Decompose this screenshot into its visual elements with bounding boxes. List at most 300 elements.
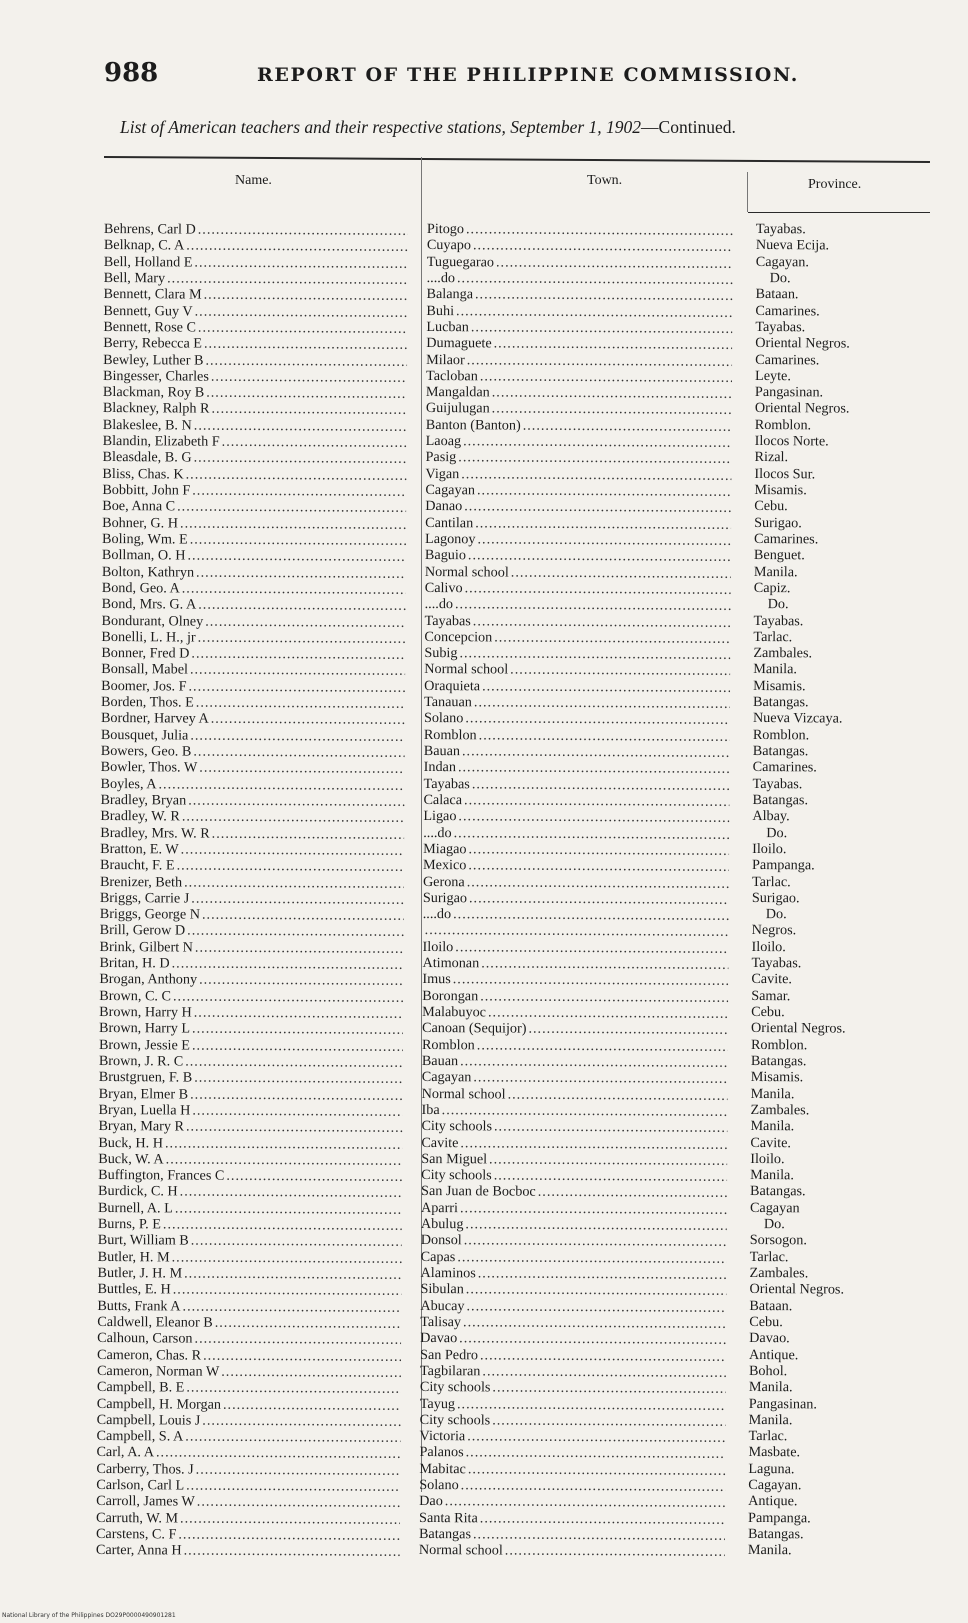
town-cell-text: Milaor (426, 351, 465, 368)
province-cell (750, 1216, 920, 1233)
province-cell (755, 384, 925, 401)
dot-leader (466, 1445, 726, 1463)
dot-leader (196, 695, 405, 713)
dot-leader (478, 1265, 727, 1283)
province-cell-text: Manila. (750, 1118, 795, 1135)
dot-leader (212, 825, 405, 842)
town-cell-text: Normal school (421, 1085, 506, 1103)
province-cell (753, 678, 923, 695)
town-cell (426, 384, 732, 402)
dot-leader (467, 1428, 725, 1446)
dot-leader (460, 1200, 727, 1218)
dot-leader (158, 776, 404, 794)
name-cell (96, 1493, 400, 1511)
name-cell-text: Burns, P. E (97, 1216, 161, 1233)
province-cell (751, 1069, 921, 1086)
province-cell (753, 710, 923, 727)
name-cell (97, 1379, 401, 1397)
province-cell-text: Tayabas. (755, 221, 806, 238)
province-cell (752, 857, 922, 874)
name-cell-text: Bondurant, Olney (101, 612, 204, 630)
name-cell-text: Brustgruen, F. B (98, 1069, 193, 1086)
dot-leader (196, 564, 406, 582)
province-cell-text: Surigao. (751, 889, 800, 907)
province-cell-text: Nueva Ecija. (755, 237, 830, 254)
province-cell-text: Batangas. (753, 694, 809, 711)
name-cell-text: Boling, Wm. E (102, 530, 188, 548)
province-cell (753, 743, 923, 760)
name-cell-text: Bonner, Fred D (101, 645, 190, 662)
name-cell-text: Briggs, George N (99, 906, 201, 923)
dot-leader (464, 792, 730, 810)
dot-leader (461, 1477, 726, 1495)
town-cell (425, 580, 731, 598)
province-cell (756, 254, 926, 271)
town-cell-text: Imus (422, 971, 451, 988)
province-cell-text: Batangas. (752, 742, 809, 760)
town-cell (426, 417, 732, 435)
dot-leader (479, 727, 730, 745)
name-cell (96, 1542, 400, 1560)
province-cell (753, 629, 923, 646)
dot-leader (465, 711, 730, 729)
town-cell-text: Calaca (423, 791, 463, 809)
town-cell-text: Borongan (422, 987, 479, 1005)
province-cell (755, 335, 925, 352)
town-cell (424, 678, 730, 696)
dot-leader (457, 1396, 726, 1414)
province-cell (752, 939, 922, 956)
name-cell-text: Caldwell, Eleanor B (97, 1313, 213, 1331)
province-cell (754, 547, 924, 564)
dot-leader (182, 809, 405, 827)
province-cell (754, 498, 924, 515)
dot-leader (198, 319, 407, 337)
dot-leader (469, 890, 729, 908)
name-cell-text: Bobbitt, John F (102, 481, 191, 499)
dot-leader (474, 694, 730, 712)
province-cell-text: Do. (763, 1216, 785, 1233)
town-cell-text: City schools (421, 1167, 492, 1184)
name-cell-text: Brown, Jessie E (98, 1036, 191, 1054)
name-cell-text: Carstens, C. F (95, 1525, 177, 1543)
town-cell (422, 1004, 728, 1022)
name-cell (101, 759, 405, 777)
name-cell-text: Britan, H. D (99, 955, 170, 972)
dot-leader (204, 336, 407, 354)
town-cell (420, 1281, 726, 1299)
province-cell-text: Surigao. (754, 514, 802, 531)
dot-leader (489, 1151, 727, 1169)
dot-leader (198, 597, 405, 615)
name-cell (104, 286, 408, 304)
province-cell-text: Pampanga. (752, 857, 815, 874)
province-cell-text: Camarines. (755, 302, 820, 319)
town-cell-text: Tuguegarao (426, 253, 495, 271)
province-cell-text: Manila. (750, 1085, 795, 1102)
province-cell-text: Manila. (753, 563, 798, 580)
name-cell-text: Bell, Mary (103, 269, 166, 287)
town-cell-text: Santa Rita (419, 1509, 478, 1527)
province-cell-text: Cagayan. (748, 1477, 802, 1494)
town-cell-text: Lagonoy (425, 530, 476, 548)
name-cell (98, 1232, 402, 1250)
dot-leader (215, 1315, 402, 1332)
town-cell-text: Malabuyoc (422, 1003, 487, 1021)
dot-leader (523, 417, 732, 435)
province-cell-text: Zambales. (749, 1264, 809, 1282)
town-cell-text: Balanga (426, 286, 474, 303)
town-cell (420, 1428, 726, 1446)
town-cell-text: Cagayan (425, 481, 476, 499)
dot-leader (177, 858, 405, 876)
province-cell (755, 417, 925, 434)
province-cell (749, 1347, 919, 1364)
town-cell (423, 922, 729, 940)
dot-leader (211, 711, 405, 728)
dot-leader (191, 1233, 402, 1251)
town-cell-text: Romblon (421, 1036, 475, 1053)
province-cell (751, 1020, 921, 1037)
name-cell-text: Bond, Geo. A (101, 579, 180, 597)
name-cell-text: Butler, J. H. M (97, 1264, 183, 1282)
dot-leader (538, 1184, 727, 1201)
name-cell (102, 596, 406, 614)
town-cell-text: Miagao (423, 840, 467, 858)
name-cell (97, 1298, 401, 1316)
town-cell-text: Normal school (424, 661, 509, 678)
dot-leader (184, 874, 404, 892)
town-cell (420, 1330, 726, 1348)
dot-leader (198, 629, 406, 647)
dot-leader (177, 499, 406, 517)
dot-leader (461, 466, 731, 484)
dot-leader (494, 1119, 728, 1137)
province-cell (750, 1200, 920, 1217)
name-cell-text: Borden, Thos. E (101, 694, 194, 711)
town-cell (421, 1134, 727, 1152)
town-cell (422, 988, 728, 1006)
town-cell (421, 1183, 727, 1201)
town-cell (424, 759, 730, 777)
town-cell (425, 531, 731, 549)
province-cell (753, 759, 923, 776)
town-cell (422, 1037, 728, 1055)
town-column (419, 221, 733, 1560)
town-cell (421, 1200, 727, 1218)
name-cell-text: Brown, Harry H (99, 1003, 192, 1021)
town-cell (423, 825, 729, 843)
name-cell-text: Bryan, Elmer B (98, 1085, 189, 1103)
town-cell (419, 1510, 725, 1528)
province-cell (749, 1428, 919, 1445)
name-cell-text: Bordner, Harvey A (100, 710, 209, 728)
province-cell (753, 694, 923, 711)
dot-leader (468, 841, 729, 859)
name-cell-text: Brown, C. C (99, 987, 172, 1005)
name-column (96, 221, 408, 1560)
dot-leader (459, 645, 730, 663)
dot-leader (186, 1119, 403, 1137)
town-cell-text: Baguio (424, 547, 466, 564)
town-cell-text: Pitogo (426, 221, 465, 238)
name-cell (97, 1412, 401, 1430)
town-cell (426, 319, 732, 337)
town-cell (425, 612, 731, 630)
name-cell-text: Bond, Mrs. G. A (101, 596, 197, 613)
town-cell (425, 596, 731, 614)
dot-leader (226, 1168, 402, 1185)
name-cell-text: Bradley, Bryan (100, 791, 187, 809)
province-cell (755, 449, 925, 466)
dot-leader (194, 1005, 404, 1023)
province-cell (751, 955, 921, 972)
name-cell-text: Bowler, Thos. W (100, 759, 198, 776)
dot-leader (193, 744, 404, 762)
province-cell-text: Misamis. (750, 1069, 804, 1086)
province-cell-text: Tayabas. (755, 318, 806, 336)
dot-leader (194, 1070, 403, 1088)
name-cell (99, 1020, 403, 1038)
dot-leader (204, 287, 408, 305)
name-cell (102, 547, 406, 565)
name-cell-text: Bennett, Clara M (103, 286, 202, 303)
dot-leader (205, 613, 405, 631)
name-cell (97, 1428, 401, 1446)
town-cell-text: ....do (426, 269, 456, 287)
dot-leader (473, 238, 733, 256)
province-cell (751, 1053, 921, 1070)
dot-leader (473, 1070, 727, 1088)
dot-leader (466, 221, 733, 239)
dot-leader (511, 564, 731, 582)
province-cell (751, 971, 921, 988)
name-cell (103, 303, 407, 321)
town-cell-text: Vigan (425, 465, 460, 482)
dot-leader (180, 515, 406, 533)
town-cell-text: Romblon (423, 726, 477, 744)
town-cell (419, 1526, 725, 1544)
province-cell-text: Samar. (751, 987, 791, 1004)
name-cell-text: Bell, Holland E (103, 253, 193, 271)
town-cell-text: Abulug (420, 1216, 464, 1233)
dot-leader (203, 1347, 401, 1365)
name-cell (96, 1461, 400, 1479)
town-cell (421, 1167, 727, 1185)
province-cell-text: Camarines. (754, 530, 819, 548)
name-cell-text: Buck, H. H (98, 1134, 164, 1151)
name-cell (99, 988, 403, 1006)
province-cell-text: Iloilo. (752, 840, 787, 858)
name-cell-text: Bryan, Mary R (98, 1118, 185, 1135)
name-cell (100, 825, 404, 843)
town-cell-text: Canoan (Sequijor) (422, 1020, 527, 1037)
dot-leader (188, 678, 405, 696)
town-cell (422, 1102, 728, 1120)
name-cell (102, 612, 406, 630)
province-cell (753, 661, 923, 678)
name-cell-text: Campbell, H. Morgan (96, 1395, 222, 1413)
province-cell-text: Do. (767, 596, 789, 613)
dot-leader (173, 988, 403, 1006)
province-cell (749, 1412, 919, 1429)
province-cell-text: Zambales. (753, 645, 813, 662)
province-cell (753, 727, 923, 744)
dot-leader (425, 922, 729, 940)
town-cell-text: Bauan (423, 742, 461, 760)
province-cell (753, 776, 923, 793)
province-cell-text: Sorsogon. (749, 1232, 807, 1249)
name-cell (99, 1069, 403, 1087)
province-cell (751, 1086, 921, 1103)
town-cell (422, 1053, 728, 1071)
name-cell (98, 1265, 402, 1283)
dot-leader (508, 1086, 728, 1104)
dot-leader (473, 613, 731, 631)
town-cell-text: Tacloban (426, 367, 478, 385)
province-cell (748, 1444, 918, 1461)
town-cell-text: San Miguel (421, 1150, 488, 1168)
dot-leader (195, 303, 408, 321)
dot-leader (206, 385, 407, 403)
name-cell-text: Bradley, Mrs. W. R (100, 824, 210, 842)
town-cell (426, 449, 732, 467)
province-cell-text: Masbate. (748, 1444, 801, 1461)
dot-leader (187, 923, 404, 941)
name-cell (96, 1477, 400, 1495)
dot-leader (221, 1364, 401, 1381)
dot-leader (455, 596, 731, 614)
dot-leader (194, 254, 407, 272)
dot-leader (463, 1314, 726, 1332)
dot-leader (480, 1347, 726, 1365)
province-cell-text: Antique. (749, 1346, 799, 1363)
dot-leader (480, 988, 728, 1006)
name-cell-text: Bollman, O. H (101, 547, 186, 564)
province-cell-text: Tayabas. (751, 955, 802, 972)
town-cell (427, 286, 733, 304)
province-cell (755, 400, 925, 417)
town-cell-text: Pasig (425, 449, 457, 466)
name-cell (98, 1167, 402, 1185)
province-cell-text: Oriental Negros. (749, 1281, 845, 1298)
town-cell-text: Tagbilaran (419, 1362, 481, 1380)
province-cell (749, 1281, 919, 1298)
town-cell-text: City schools (421, 1118, 493, 1135)
name-cell-text: Boomer, Jos. F (101, 677, 187, 695)
name-cell-text: Buffington, Frances C (98, 1167, 225, 1184)
town-cell (420, 1314, 726, 1332)
province-cell-text: Do. (766, 824, 788, 841)
name-cell (101, 694, 405, 712)
town-cell (421, 1216, 727, 1234)
dot-leader (492, 1412, 726, 1430)
province-cell (752, 922, 922, 939)
town-cell-text: Batangas (418, 1525, 472, 1543)
name-cell (103, 384, 407, 402)
province-cell-text: Tarlac. (753, 628, 793, 646)
dot-leader (458, 760, 730, 778)
town-cell (423, 857, 729, 875)
name-cell (100, 857, 404, 875)
name-cell (101, 661, 405, 679)
province-cell (749, 1298, 919, 1315)
town-cell (419, 1493, 725, 1511)
dot-leader (510, 662, 730, 680)
name-cell-text: Blandin, Elizabeth F (102, 433, 220, 450)
town-cell (423, 792, 729, 810)
name-cell (98, 1183, 402, 1201)
town-cell-text: Laoag (425, 433, 462, 450)
province-cell (751, 1102, 921, 1119)
town-cell-text: Banton (Banton) (425, 416, 521, 434)
town-cell-text: Tayabas (423, 775, 470, 792)
town-cell (420, 1363, 726, 1381)
name-cell-text: Brink, Gilbert N (99, 938, 194, 956)
dot-leader (505, 1543, 725, 1561)
dot-leader (172, 955, 404, 973)
town-cell (422, 955, 728, 973)
province-cell-text: Pangasinan. (754, 384, 824, 401)
province-cell (754, 580, 924, 597)
province-cell-text: Batangas. (747, 1525, 804, 1543)
name-cell-text: Boyles, A (100, 775, 157, 792)
name-cell-text: Brenizer, Beth (99, 873, 183, 890)
town-cell-text: Iba (421, 1101, 440, 1118)
dot-leader (475, 515, 731, 533)
name-cell (101, 727, 405, 745)
name-cell (99, 1004, 403, 1022)
dot-leader (202, 1412, 400, 1430)
town-cell (422, 1086, 728, 1104)
name-cell (101, 678, 405, 696)
name-cell-text: Bousquet, Julia (100, 726, 189, 744)
dot-leader (184, 1543, 400, 1561)
province-cell (756, 286, 926, 303)
name-cell (102, 498, 406, 516)
province-cell-text: Cavite. (750, 1134, 792, 1151)
dot-leader (186, 1380, 401, 1398)
town-cell-text: Tayabas (424, 612, 471, 629)
name-cell (101, 743, 405, 761)
province-cell-text: Bataan. (749, 1297, 793, 1314)
dot-leader (223, 1396, 401, 1413)
town-cell-text: Mangaldan (425, 384, 490, 401)
town-cell (420, 1347, 726, 1365)
dot-leader (480, 1510, 725, 1528)
dot-leader (445, 1494, 725, 1512)
province-cell-text: Camarines. (752, 759, 817, 776)
dot-leader (462, 743, 730, 761)
town-cell-text: Capas (420, 1248, 456, 1265)
town-cell-text: Lucban (426, 318, 469, 336)
town-cell-text: Gerona (422, 873, 465, 890)
dot-leader (172, 1249, 402, 1267)
name-cell-text: Carroll, James W (96, 1493, 195, 1510)
province-cell-text: Albay. (752, 808, 790, 825)
town-cell (424, 645, 730, 663)
caption-continued: —Continued. (641, 117, 736, 137)
name-cell-text: Berry, Rebecca E (103, 335, 203, 352)
town-cell-text: Subig (424, 645, 458, 662)
name-cell (103, 449, 407, 467)
name-cell (99, 1086, 403, 1104)
province-cell-text: Cagayan (749, 1199, 800, 1217)
dot-leader (455, 939, 728, 957)
town-cell-text: Mabitac (419, 1460, 466, 1478)
province-cell (752, 873, 922, 890)
name-cell-text: Blackney, Ralph R (102, 400, 210, 418)
